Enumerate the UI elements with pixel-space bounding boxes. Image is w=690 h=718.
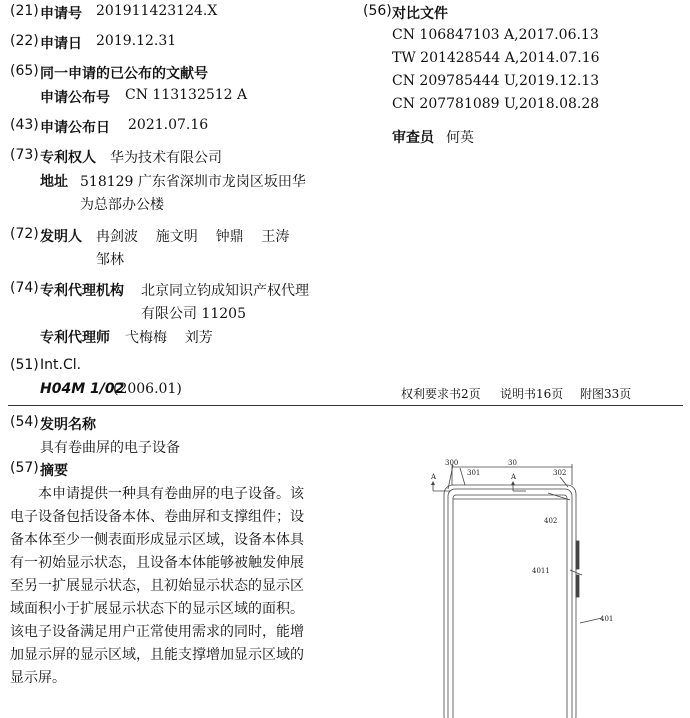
leader-401	[580, 618, 602, 623]
field-73-num: (73)	[10, 147, 39, 163]
field-74-label: 专利代理机构	[40, 283, 124, 299]
abstract-line: 显示屏。	[10, 670, 66, 686]
label-300: 300	[445, 459, 459, 467]
application-date: 2019.12.31	[96, 33, 177, 49]
field-65-num: (65)	[10, 63, 39, 79]
ipc-code: H04M 1/02	[40, 381, 125, 397]
abstract-line: 备本体至少一侧表面形成显示区域，设备本体具	[10, 532, 304, 548]
field-74-num: (74)	[10, 280, 39, 296]
field-65-label: 同一申请的已公布的文献号	[40, 66, 208, 82]
field-73-label: 专利权人	[40, 150, 96, 166]
side-button-lower	[576, 575, 579, 597]
abstract-body	[10, 483, 332, 690]
ipc-year: (2006.01)	[113, 381, 182, 397]
display-area	[453, 495, 567, 718]
abstract-line: 该电子设备满足用户正常使用需求的同时，能增	[10, 624, 304, 640]
claims-pages: 权利要求书2页	[401, 387, 481, 401]
citation-2: TW 201428544 A,2014.07.16	[392, 50, 600, 66]
abstract-line: 有一初始显示状态，且设备本体能够被触发伸展	[10, 555, 304, 571]
figure-pages: 附图33页	[580, 387, 632, 401]
field-54-num: (54)	[10, 414, 39, 430]
field-43-num: (43)	[10, 117, 39, 133]
inventors-line-1: 冉剑波 施文明 钟鼎 王涛	[96, 229, 290, 245]
address-line-2: 为总部办公楼	[80, 197, 164, 213]
arrow-head-right	[511, 481, 515, 485]
field-21-num: (21)	[10, 3, 39, 19]
field-43-label: 申请公布日	[40, 120, 110, 136]
field-51-label: Int.Cl.	[40, 357, 82, 373]
citation-1: CN 106847103 A,2017.06.13	[392, 27, 599, 43]
examiner: 何英	[446, 130, 474, 146]
field-57-num: (57)	[10, 460, 39, 476]
arrow-head-left	[431, 481, 435, 485]
spec-pages: 说明书16页	[500, 387, 564, 401]
leader-301	[460, 468, 465, 485]
application-number: 201911423124.X	[96, 3, 218, 19]
field-72-label: 发明人	[40, 229, 82, 245]
agency-line-2: 有限公司 11205	[141, 306, 246, 322]
citation-4: CN 207781089 U,2018.08.28	[392, 96, 600, 112]
side-button-upper	[576, 541, 579, 569]
publication-date: 2021.07.16	[128, 117, 209, 133]
abstract-line: 电子设备包括设备本体、卷曲屏和支撑组件；设	[10, 509, 304, 525]
abstract-line: 本申请提供一种具有卷曲屏的电子设备。该	[38, 486, 304, 502]
address-line-1: 518129 广东省深圳市龙岗区坂田华	[80, 174, 306, 190]
inventors-line-2: 邹林	[96, 252, 124, 268]
section-divider	[8, 405, 683, 406]
agency-line-1: 北京同立钧成知识产权代理	[141, 283, 309, 299]
label-301: 301	[467, 469, 481, 477]
abstract-line: 域面积小于扩展显示状态下的显示区域的面积。	[10, 601, 304, 617]
field-21-label: 申请号	[40, 6, 82, 22]
label-402: 402	[544, 517, 558, 525]
publication-number: CN 113132512 A	[125, 87, 248, 103]
leader-302	[560, 477, 568, 487]
device-figure	[420, 455, 620, 718]
invention-title: 具有卷曲屏的电子设备	[40, 440, 180, 456]
patentee: 华为技术有限公司	[110, 150, 222, 166]
field-72-num: (72)	[10, 226, 39, 242]
agent-label: 专利代理师	[40, 330, 110, 346]
abstract-line: 至另一扩展显示状态，且初始显示状态的显示区	[10, 578, 304, 594]
label-401: 401	[600, 615, 614, 623]
examiner-label: 审查员	[392, 130, 434, 146]
abstract-line: 加显示屏的显示区域，且能支撑增加显示区域的	[10, 647, 304, 663]
field-57-label: 摘要	[40, 463, 68, 479]
field-56-label: 对比文件	[392, 6, 448, 22]
label-302: 302	[553, 469, 567, 477]
field-51-num: (51)	[10, 357, 39, 373]
label-30: 30	[508, 459, 517, 467]
agents: 弋梅梅 刘芳	[125, 330, 213, 346]
address-label: 地址	[40, 174, 68, 190]
label-a-right: A	[511, 473, 517, 481]
label-4011: 4011	[532, 567, 550, 575]
field-54-label: 发明名称	[40, 417, 96, 433]
field-22-num: (22)	[10, 33, 39, 49]
citation-3: CN 209785444 U,2019.12.13	[392, 73, 600, 89]
publication-number-label: 申请公布号	[40, 90, 110, 106]
field-56-num: (56)	[363, 3, 392, 19]
label-a-left: A	[431, 473, 437, 481]
field-22-label: 申请日	[40, 36, 82, 52]
